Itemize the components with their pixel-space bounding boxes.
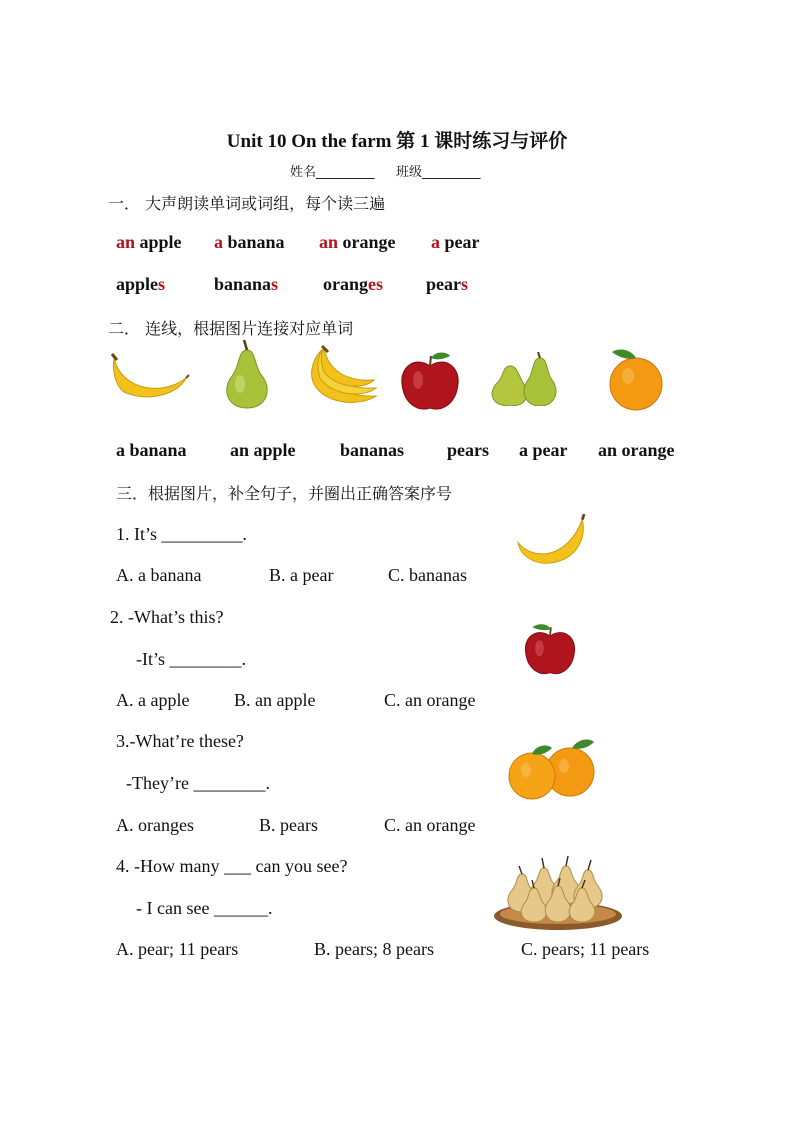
q1-option-b[interactable]: B. a pear — [269, 565, 334, 585]
q2-question: 2. -What’s this? — [110, 607, 224, 627]
q4-answer-line: - I can see ______. — [136, 898, 273, 918]
phrase-a-banana: a banana — [214, 232, 285, 252]
banana-icon — [110, 348, 190, 403]
section1-heading: 一． 大声朗读单词或词组，每个读三遍 — [108, 194, 386, 213]
q4-plate-of-pears-icon — [492, 854, 624, 934]
orange-icon — [606, 346, 666, 412]
plural-oranges: oranges — [323, 274, 383, 294]
q4-option-c[interactable]: C. pears; 11 pears — [521, 939, 650, 959]
q2-option-c[interactable]: C. an orange — [384, 690, 476, 710]
pears-icon — [488, 352, 562, 406]
plural-apples: apples — [116, 274, 166, 294]
name-label: 姓名_________ — [290, 165, 375, 180]
match-word-bananas: bananas — [340, 440, 405, 460]
apple-icon — [398, 350, 462, 414]
match-word-a-banana: a banana — [116, 440, 187, 460]
q2-apple-icon — [522, 622, 578, 678]
bananas-icon — [302, 344, 380, 408]
q3-option-a[interactable]: A. oranges — [116, 815, 194, 835]
phrase-an-orange: an orange — [319, 232, 396, 252]
q2-answer-line: -It’s ________. — [136, 649, 246, 669]
plural-pears: pears — [426, 274, 469, 294]
q2-option-a[interactable]: A. a apple — [116, 690, 190, 710]
q4-option-a[interactable]: A. pear; 11 pears — [116, 939, 239, 959]
phrase-an-apple: an apple — [116, 232, 182, 252]
page-title: Unit 10 On the farm 第 1 课时练习与评价 — [226, 131, 568, 152]
q3-question: 3.-What’re these? — [116, 731, 244, 751]
q2-option-b[interactable]: B. an apple — [234, 690, 316, 710]
q3-option-c[interactable]: C. an orange — [384, 815, 476, 835]
pear-icon — [220, 338, 274, 410]
class-label: 班级_________ — [396, 165, 481, 180]
q1-option-a[interactable]: A. a banana — [116, 565, 202, 585]
q1-sentence: 1. It’s _________. — [116, 524, 248, 544]
q1-option-c[interactable]: C. bananas — [388, 565, 467, 585]
q4-option-b[interactable]: B. pears; 8 pears — [314, 939, 434, 959]
phrase-a-pear: a pear — [431, 232, 480, 252]
q1-banana-icon — [514, 514, 590, 566]
match-word-an-orange: an orange — [598, 440, 675, 460]
section2-heading: 二． 连线，根据图片连接对应单词 — [108, 319, 354, 338]
q3-oranges-icon — [506, 736, 598, 800]
match-word-a-pear: a pear — [519, 440, 568, 460]
q3-option-b[interactable]: B. pears — [259, 815, 318, 835]
plural-bananas: bananas — [214, 274, 279, 294]
q3-answer-line: -They’re ________. — [126, 773, 270, 793]
section3-heading: 三．根据图片，补全句子，并圈出正确答案序号 — [116, 484, 453, 503]
match-word-pears: pears — [447, 440, 489, 460]
match-word-an-apple: an apple — [230, 440, 296, 460]
q4-question: 4. -How many ___ can you see? — [116, 856, 348, 876]
